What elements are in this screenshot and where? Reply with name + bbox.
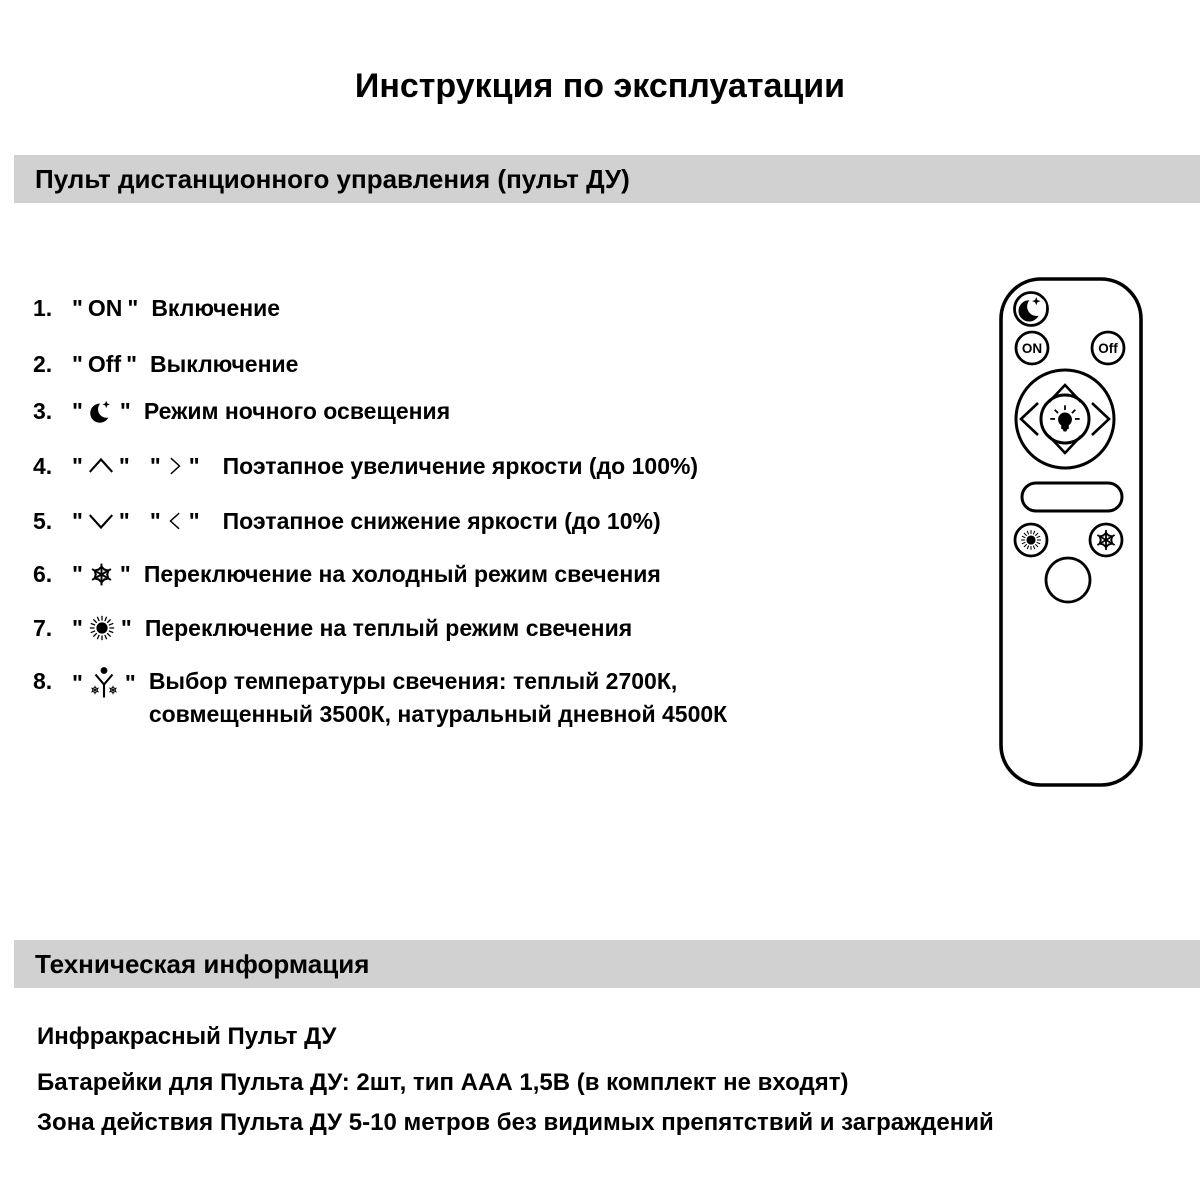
page-title: Инструкция по эксплуатации [354,67,846,105]
chevron-right-icon [166,453,184,479]
quote-mark: " [72,295,83,321]
quote-mark: " [72,351,83,377]
item-description: Поэтапное увеличение яркости (до 100%) [222,453,699,479]
quote-mark: " [188,508,200,534]
item-description [149,665,727,731]
item-number: 3. [33,398,53,424]
tech-info-line: Инфракрасный Пульт ДУ [37,1023,337,1050]
item-description-line1: Выбор температуры свечения: теплый 2700К, [148,668,678,694]
item-number: 2. [33,351,53,377]
quote-mark: " [72,398,83,424]
section-header-tech-label: Техническая информация [35,948,370,979]
quoted-token [67,613,137,643]
quote-mark: " [119,398,131,424]
remote-off-label: Off [1098,341,1118,356]
remote-control-drawing [998,273,1144,789]
sun-icon [88,614,116,642]
section-header-tech [14,940,1200,988]
on-token: ON [87,295,123,321]
quote-mark: " [149,508,161,534]
item-description: Переключение на теплый режим свечения [144,615,633,641]
crescent-moon-icon [88,398,115,425]
quoted-token [67,349,142,379]
quote-mark: " [127,295,139,321]
quote-mark: " [72,670,83,696]
quoted-token [67,559,136,589]
quote-mark: " [124,670,136,696]
item-number: 5. [33,508,53,534]
list-item-night-mode [33,396,450,426]
chevron-left-icon [166,508,184,534]
list-item-brightness-up [33,451,698,481]
list-item-temperature-select [33,665,727,731]
quote-mark: " [118,508,130,534]
tech-info-line: Батарейки для Пульта ДУ: 2шт, тип ААА 1,5В (в комплект не входят) [37,1069,849,1096]
item-number: 6. [33,561,53,587]
item-description-line2: совмещенный 3500К, натуральный дневной 4500К [148,701,728,727]
item-number: 4. [33,453,53,479]
item-description: Поэтапное снижение яркости (до 10%) [222,508,661,534]
quote-mark: " [126,351,138,377]
snowflake-icon [88,561,115,588]
list-item-cold-mode [33,559,661,589]
quoted-token [145,506,205,536]
item-description: Режим ночного освещения [143,398,451,424]
chevron-down-icon [88,511,114,531]
item-description: Включение [151,295,281,321]
quote-mark: " [120,615,132,641]
section-header-remote-label: Пульт дистанционного управления (пульт ДУ) [35,163,630,194]
remote-on-label: ON [1021,341,1043,356]
quote-mark: " [118,453,130,479]
quoted-token [145,451,205,481]
quote-mark: " [188,453,200,479]
item-description: Переключение на холодный режим свечения [143,561,661,587]
quote-mark: " [72,508,83,534]
remote-control-illustration [998,273,1144,789]
quote-mark: " [119,561,131,587]
quote-mark: " [149,453,161,479]
quoted-token [67,451,135,481]
item-description: Выключение [150,351,299,377]
list-item-brightness-down [33,506,661,536]
quoted-token [67,396,136,426]
list-item-warm-mode [33,613,632,643]
quote-mark: " [72,615,83,641]
chevron-up-icon [88,456,114,476]
quote-mark: " [72,453,83,479]
quote-mark: " [72,561,83,587]
quoted-token [67,506,135,536]
tech-info-line: Зона действия Пульта ДУ 5-10 метров без видимых препятствий и заграждений [37,1109,994,1136]
list-item-off [33,349,298,379]
color-temperature-mix-icon [88,665,120,701]
section-header-remote [14,155,1200,203]
item-number: 7. [33,615,53,641]
list-item-on [33,293,280,323]
item-number: 8. [33,668,53,694]
quoted-token [67,665,141,701]
off-token: Off [87,351,122,377]
item-number: 1. [33,295,53,321]
quoted-token [67,293,143,323]
